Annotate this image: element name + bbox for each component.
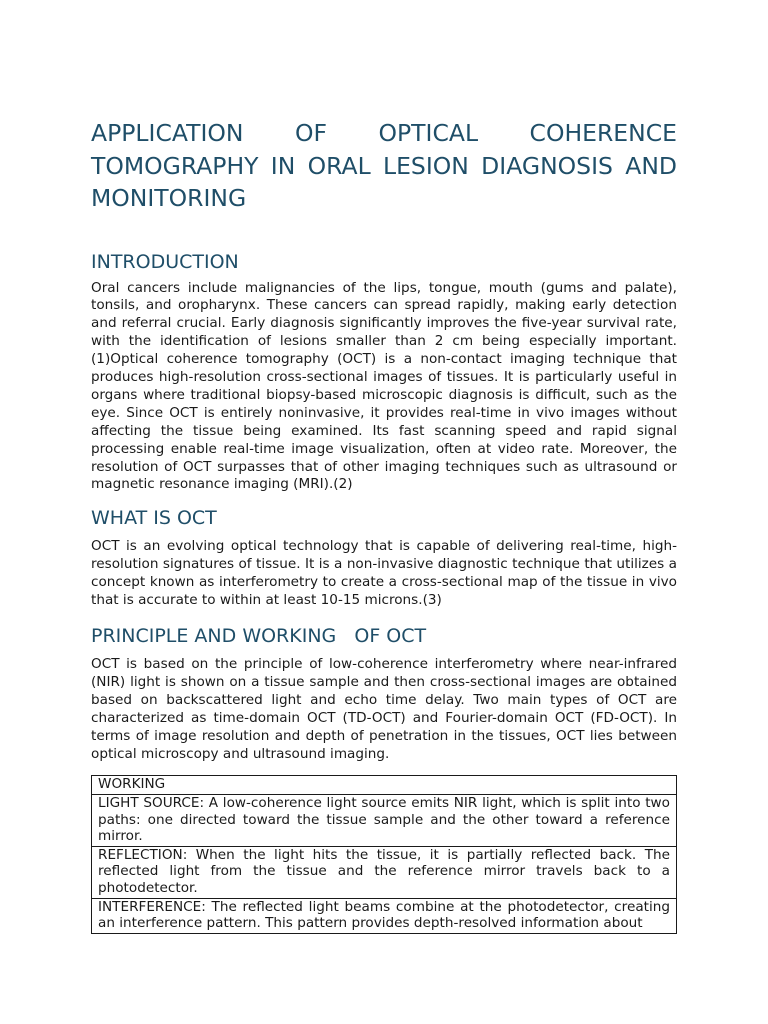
working-table (91, 775, 677, 933)
document-page (91, 117, 677, 934)
section-heading-introduction: INTRODUCTION (91, 250, 239, 273)
principle-paragraph: OCT is based on the principle of low-coherence interferometry where near-infrared (NIR) light is shown on a tissue sample and then cross-sectional images are obtained based on backscattered light and echo time delay. Two main types of OCT are characterized as time-domain OCT (TD-OCT) and Fourier-domain OCT (FD-OCT). In terms of image resolution and depth of penetration in the tissues, OCT lies between optical microscopy and ultrasound imaging. (91, 656, 677, 762)
introduction-paragraph: Oral cancers include malignancies of the lips, tongue, mouth (gums and palate), tonsils, and oropharynx. These cancers can spread rapidly, making early detection and referral crucial. Early diagnosis significantly improves the five-year survival rate, with the identification of lesions smaller than 2 cm being especially important.(1)Optical coherence tomography (OCT) is a non-contact imaging technique that produces high-resolution cross-sectional images of tissues. It is particularly useful in organs where traditional biopsy-based microscopic diagnosis is difficult, such as the eye. Since OCT is entirely noninvasive, it provides real-time in vivo images without affecting the tissue being examined. Its fast scanning speed and rapid signal processing enable real-time image visualization, often at video rate. Moreover, the resolution of OCT surpasses that of other imaging techniques such as ultrasound or magnetic resonance imaging (MRI).(2) (91, 279, 677, 493)
table-cell-reflection: REFLECTION: When the light hits the tissue, it is partially reflected back. The reflected light from the tissue and the reference mirror travels back to a photodetector. (92, 846, 677, 898)
document-title: APPLICATION OF OPTICAL COHERENCE TOMOGRAPHY IN ORAL LESION DIAGNOSIS AND MONITORING (91, 119, 677, 212)
table-row (92, 795, 677, 847)
table-row (92, 846, 677, 898)
table-cell-light-source: LIGHT SOURCE: A low-coherence light source emits NIR light, which is split into two paths: one directed toward the tissue sample and the other toward a reference mirror. (92, 795, 677, 847)
table-header-row (92, 776, 677, 795)
table-row (92, 898, 677, 933)
section-heading-what-is-oct: WHAT IS OCT (91, 507, 217, 530)
section-heading-principle: PRINCIPLE AND WORKING OF OCT (91, 625, 427, 647)
what-is-oct-paragraph: OCT is an evolving optical technology that is capable of delivering real-time, high-resolution signatures of tissue. It is a non-invasive diagnostic technique that utilizes a concept known as interferometry to create a cross-sectional map of the tissue in vivo that is accurate to within at least 10-15 microns.(3) (91, 538, 677, 609)
table-header-cell: WORKING (92, 776, 677, 795)
table-cell-interference: INTERFERENCE: The reflected light beams combine at the photodetector, creating an interference pattern. This pattern provides depth-resolved information about (92, 898, 677, 933)
